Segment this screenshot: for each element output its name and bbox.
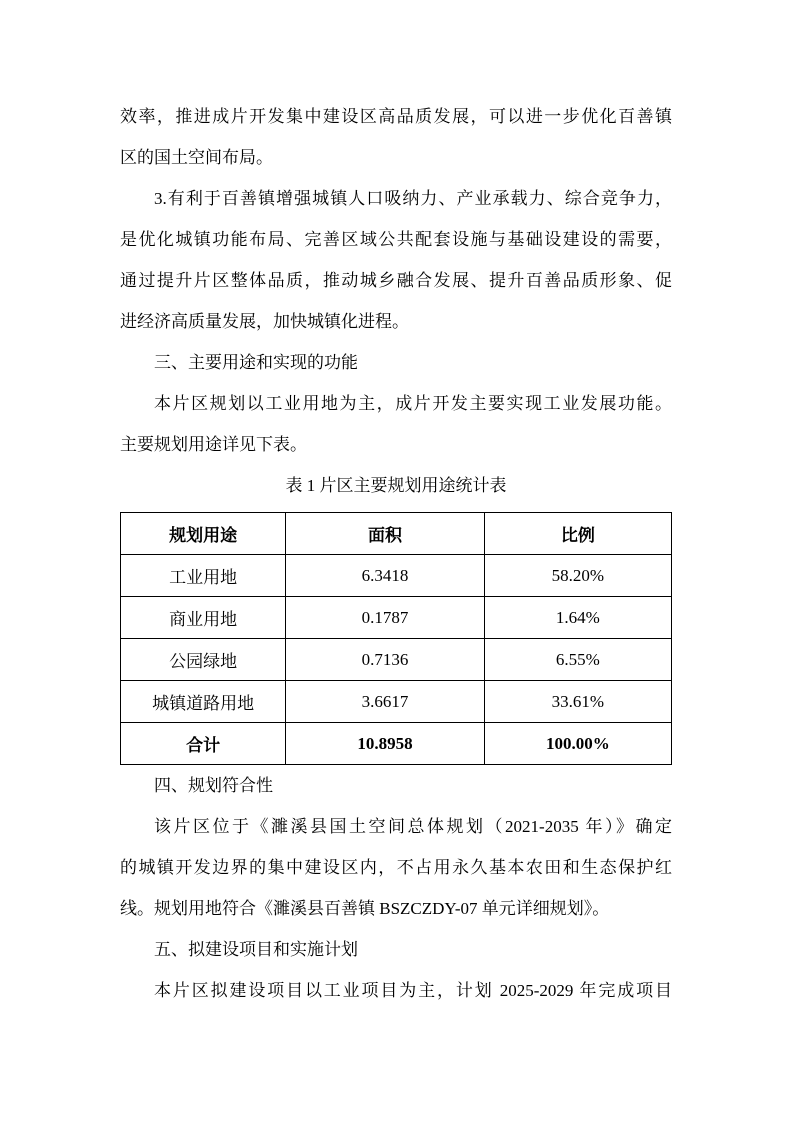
section-heading-four: 四、规划符合性 <box>154 776 273 795</box>
cell-ratio: 58.20% <box>484 555 671 597</box>
cell-ratio: 1.64% <box>484 597 671 639</box>
table-header-row <box>121 513 672 555</box>
cell-area: 0.7136 <box>286 639 484 681</box>
cell-area: 6.3418 <box>286 555 484 597</box>
table-caption: 表 1 片区主要规划用途统计表 <box>285 476 507 495</box>
header-cell-ratio: 比例 <box>484 513 671 555</box>
total-cell-area: 10.8958 <box>286 723 484 765</box>
body-line: 的城镇开发边界的集中建设区内，不占用永久基本农田和生态保护红 <box>120 858 672 877</box>
body-line: 主要规划用途详见下表。 <box>120 435 307 454</box>
cell-usage: 公园绿地 <box>121 639 286 681</box>
body-line: 该片区位于《濉溪县国土空间总体规划（2021-2035 年）》确定 <box>154 817 672 836</box>
cell-usage: 工业用地 <box>121 555 286 597</box>
table-total-row <box>121 723 672 765</box>
header-cell-usage: 规划用途 <box>121 513 286 555</box>
cell-usage: 城镇道路用地 <box>121 681 286 723</box>
cell-area: 0.1787 <box>286 597 484 639</box>
table-row <box>121 597 672 639</box>
table-row <box>121 681 672 723</box>
table-row <box>121 639 672 681</box>
cell-area: 3.6617 <box>286 681 484 723</box>
land-use-statistics-table <box>120 512 672 765</box>
body-line: 3.有利于百善镇增强城镇人口吸纳力、产业承载力、综合竞争力， <box>154 189 672 208</box>
section-heading-three: 三、主要用途和实现的功能 <box>154 353 358 372</box>
cell-ratio: 33.61% <box>484 681 671 723</box>
body-line: 区的国土空间布局。 <box>120 148 273 167</box>
total-cell-ratio: 100.00% <box>484 723 671 765</box>
total-cell-label: 合计 <box>121 723 286 765</box>
body-line: 本片区规划以工业用地为主，成片开发主要实现工业发展功能。 <box>154 394 672 413</box>
body-line: 通过提升片区整体品质，推动城乡融合发展、提升百善品质形象、促 <box>120 271 672 290</box>
header-cell-area: 面积 <box>286 513 484 555</box>
body-line: 进经济高质量发展，加快城镇化进程。 <box>120 312 409 331</box>
body-line: 是优化城镇功能布局、完善区域公共配套设施与基础设建设的需要， <box>120 230 672 249</box>
table-row <box>121 555 672 597</box>
cell-usage: 商业用地 <box>121 597 286 639</box>
body-line: 效率，推进成片开发集中建设区高品质发展，可以进一步优化百善镇 <box>120 107 672 126</box>
body-line: 线。规划用地符合《濉溪县百善镇 BSZCZDY-07 单元详细规划》。 <box>120 899 610 918</box>
body-line: 本片区拟建设项目以工业项目为主，计划 2025-2029 年完成项目 <box>154 981 672 1000</box>
section-heading-five: 五、拟建设项目和实施计划 <box>154 940 358 959</box>
cell-ratio: 6.55% <box>484 639 671 681</box>
